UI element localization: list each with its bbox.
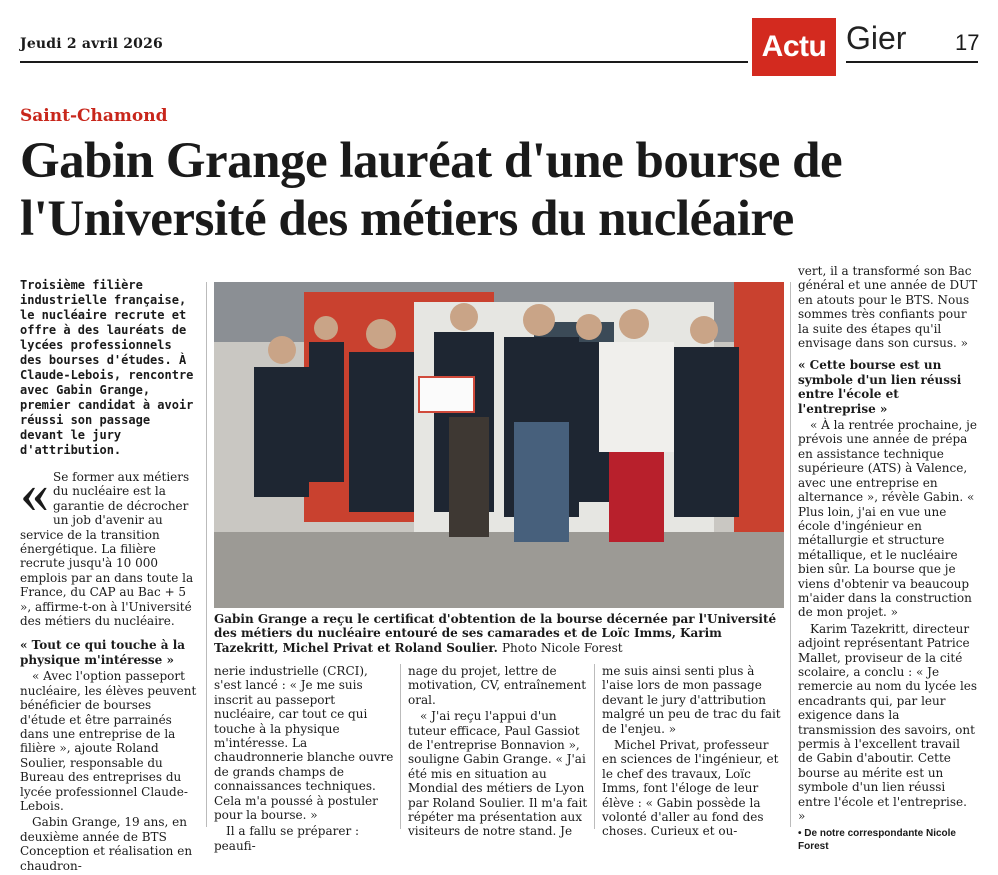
issue-date: Jeudi 2 avril 2026 [20,36,163,52]
chapo: Troisième filière industrielle française, le nucléaire recrute et offre à des lauréats de lycées professionnels des bourses d'études. À Claude-Lebois, rencontre avec Gabin Grange, premier candidat à avoir réussi son passage devant le jury d'attribution. [20,278,194,457]
column-divider [790,282,791,827]
paragraph: Gabin Grange, 19 ans, en deuxième année de BTS Conception et réalisation en chaudron- [20,815,193,873]
header-rule-right [846,61,978,63]
subhead-physics: « Tout ce qui touche à la physique m'intéresse » [20,638,186,667]
lead-quote-text: Se former aux métiers du nucléaire est la garantie de décrocher un job d'avenir au service de la transition énergétique. La filière recrute jusqu'à 10 000 emplois par an dans toute la France, du CAP au Bac + 5 », affirme-t-on à l'Université des métiers du nucléaire. [20,470,194,629]
caption-text: Gabin Grange a reçu le certificat d'obtention de la bourse décernée par l'Université des métiers du nucléaire entouré de ses camarades et de Loïc Imms, Karim Tazekritt, Michel Privat et Roland Soulier. [214,612,777,655]
column-divider [400,664,401,829]
section-logo: Actu [752,18,836,76]
column-divider [206,282,207,827]
headline: Gabin Grange lauréat d'une bourse de l'Université des métiers du nucléaire [20,133,843,247]
paragraph: « Avec l'option passeport nucléaire, les élèves peuvent bénéficier de bourses d'étude et être parrainés dans une entreprise de la filière », ajoute Roland Soulier, responsable du Bureau des entreprises du lycée professionnel Claude-Lebois. [20,669,197,813]
paragraph: « À la rentrée prochaine, je prévois une année de prépa en assistance technique supérieure (ATS) à Valence, avec une entreprise en alternance », révèle Gabin. « Plus loin, j'ai en vue une école d'ingénieur en métallurgie et structure métallique, et le nucléaire bien sûr. La bourse que je viens d'obtenir va beaucoup m'aider dans la construction de mon projet. » [798,418,977,620]
article-photo [214,282,784,608]
column-2 [214,664,394,855]
lead-quote [20,460,200,629]
paragraph: me suis ainsi senti plus à l'aise lors de mon passage devant le jury d'attribution malgré un peu de trac du fait de l'enjeu. » [602,664,781,736]
header-rule [20,61,748,63]
column-1 [20,278,200,875]
paragraph: Karim Tazekritt, directeur adjoint représentant Patrice Mallet, proviseur de la cité scolaire, a conclu : « Je remercie au nom du lycée les encadrants qui, par leur exigence dans la transmission des savoirs, ont permis à l'excellent travail de Gabin d'aboutir. Cette bourse au mérite est un symbole d'un lien réussi entre l'école et l'entreprise. » [798,621,978,824]
quote-mark: « [20,460,49,525]
kicker: Saint-Chamond [20,106,168,126]
column-3 [408,664,588,841]
column-divider [594,664,595,829]
paragraph: Il a fallu se préparer : peaufi- [214,824,360,853]
column-4 [602,664,784,841]
paragraph: « J'ai reçu l'appui d'un tuteur efficace, Paul Gassiot de l'entreprise Bonnavion », souligne Gabin Grange. « J'ai été mis en situation au Mondial des métiers de Lyon par Roland Soulier. Il m'a fait répéter ma présentation aux visiteurs de notre stand. Je [408,709,588,839]
section-name: Gier [846,20,907,56]
paragraph: vert, il a transformé son Bac général et une année de DUT en atouts pour le BTS. Nous sommes très confiants pour la suite des étapes qu'il envisage dans son cursus. » [798,264,978,351]
column-5 [798,264,978,853]
paragraph: nerie industrielle (CRCI), s'est lancé : « Je me suis inscrit au passeport nucléaire, car tout ce qui touche à la physique m'intéresse. La chaudronnerie blanche ouvre de grands champs de connaissances techniques. Cela m'a poussé à postuler pour la bourse. » [214,664,394,823]
photo-credit: Photo Nicole Forest [501,640,623,655]
photo-illustration [214,282,784,608]
page-number: 17 [955,30,980,55]
paragraph: Michel Privat, professeur en sciences de l'ingénieur, et le chef des travaux, Loïc Imms, font l'éloge de leur élève : « Gabin possède la volonté d'aller au fond des choses. Curieux et ou- [602,738,779,839]
byline: • De notre correspondante Nicole Forest [798,828,956,853]
photo-caption [214,612,784,655]
paragraph: nage du projet, lettre de motivation, CV, entraînement oral. [408,664,587,707]
subhead-symbol: « Cette bourse est un symbole d'un lien réussi entre l'école et l'entreprise » [798,358,962,416]
